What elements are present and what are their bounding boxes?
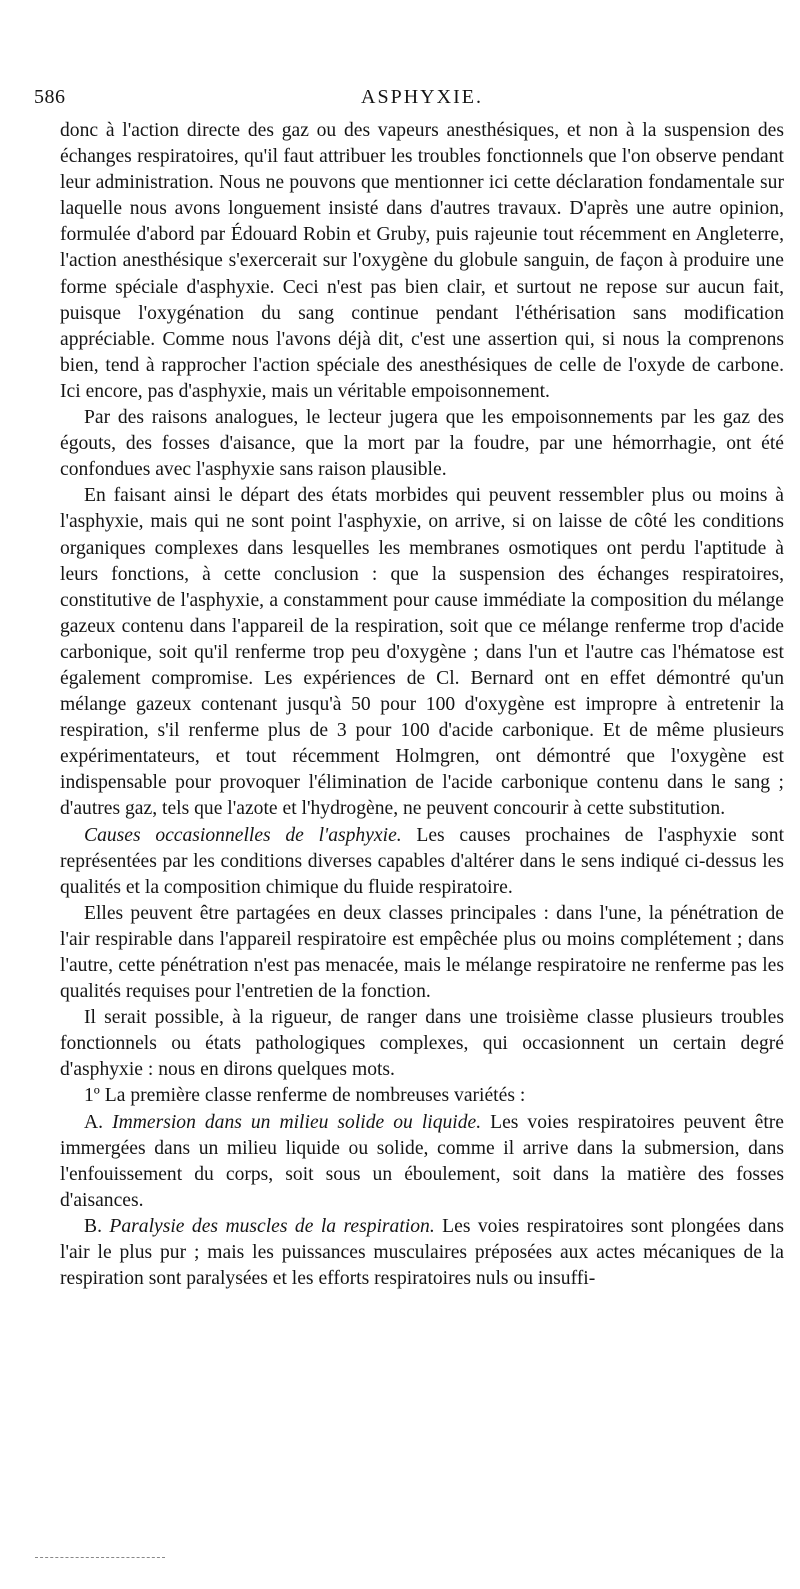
list-label: B.	[84, 1215, 102, 1237]
paragraph-text: Par des raisons analogues, le lecteur jugera que les empoisonnements par les gaz des égouts, des fosses d'aisance, que la mort par la foudre, par une hémorrhagie, ont été confondues avec l'asphyxie sans raison plausible.	[60, 407, 784, 481]
paragraph-text: En faisant ainsi le départ des états morbides qui peuvent ressembler plus ou moins à l'asphyxie, mais qui ne sont point l'asphyxie, on arrive, si on laisse de côté les conditions organiques complexes dans lesquelles les membranes osmotiques ont perdu l'aptitude à leurs fonctions, à cette conclusion : que la suspension des échanges respiratoires, constitutive de l'asphyxie, a constamment pour cause immédiate la composition du mélange gazeux contenu dans l'appareil de la respiration, soit que ce mélange renferme trop d'acide carbonique, soit qu'il renferme trop peu d'oxygène ; dans l'un et l'autre cas l'hématose est également compromise. Les expériences de Cl. Bernard ont en effet démontré qu'un mélange gazeux contenant jusqu'à 50 pour 100 d'oxygène est impropre à entretenir la respiration, s'il renferme plus de 3 pour 100 d'acide carbonique. Et de même plusieurs expérimentateurs, et tout récemment Holmgren, ont démontré que l'oxygène est indispensable pour provoquer l'élimination de l'acide carbonique contenu dans le sang ; d'autres gaz, tels que l'azote et l'hydrogène, ne peuvent concourir à cette substitution.	[60, 485, 784, 820]
paragraph-two-classes	[60, 901, 784, 1005]
book-page	[34, 84, 785, 1292]
paragraph-analogous-reasons	[60, 405, 784, 483]
list-label: A.	[84, 1111, 104, 1133]
paragraph-first-class	[60, 1083, 784, 1109]
running-header	[34, 84, 784, 114]
paragraph-text: Les voies respiratoires peuvent être immergées dans un milieu liquide ou solide, comme il arrive dans la submersion, dans l'enfouissement du corps, soit sous un éboulement, soit dans la matière des fosses d'aisances.	[60, 1111, 784, 1211]
paragraph-text: Les voies respiratoires sont plongées dans l'air le plus pur ; mais les puissances musculaires préposées aux actes mécaniques de la respiration sont paralysées et les efforts respiratoires nuls ou insuffi-	[60, 1215, 784, 1290]
footer-rule	[35, 1557, 165, 1558]
paragraph-continuation	[60, 118, 784, 405]
running-title: ASPHYXIE.	[361, 86, 483, 108]
paragraph-occasional-causes	[60, 823, 784, 901]
paragraph-conclusion	[60, 483, 784, 822]
paragraph-immersion	[60, 1110, 784, 1214]
paragraph-text: Les causes prochaines de l'asphyxie sont représentées par les conditions diverses capables d'altérer dans le sens indiqué ci-dessus les qualités et la composition chimique du fluide respiratoire.	[60, 824, 785, 898]
section-heading: Causes occasionnelles de l'asphyxie.	[84, 824, 402, 846]
paragraph-text: donc à l'action directe des gaz ou des vapeurs anesthésiques, et non à la suspension des échanges respiratoires, qu'il faut attribuer les troubles fonctionnels que l'on observe pendant leur administration. Nous ne pouvons que mentionner ici cette déclaration fondamentale sur laquelle nous avons longuement insisté dans d'autres travaux. D'après une autre opinion, formulée d'abord par Édouard Robin et Gruby, puis rajeunie tout récemment en Angleterre, l'action anesthésique s'exercerait sur l'oxygène du globule sanguin, de façon à produire une forme spéciale d'asphyxie. Ceci n'est pas bien clair, et surtout ne repose sur aucun fait, puisque l'oxygénation du sang continue pendant l'éthérisation sans modification appréciable. Comme nous l'avons déjà dit, c'est une assertion qui, si nous la comprenons bien, tend à rapprocher l'action spéciale des anesthésiques de celle de l'oxyde de carbone. Ici encore, pas d'asphyxie, mais un véritable empoisonnement.	[60, 120, 784, 402]
page-number: 586	[34, 86, 66, 108]
subheading-paralysis: Paralysie des muscles de la respiration.	[109, 1215, 435, 1237]
paragraph-text: 1º La première classe renferme de nombreuses variétés :	[84, 1085, 526, 1107]
paragraph-text: Elles peuvent être partagées en deux classes principales : dans l'une, la pénétration de l'air respirable dans l'appareil respiratoire est empêchée plus ou moins complétement ; dans l'autre, cette pénétration n'est pas menacée, mais le mélange respiratoire ne renferme pas les qualités requises pour l'entretien de la fonction.	[60, 902, 784, 1003]
paragraph-third-class	[60, 1005, 784, 1083]
paragraph-paralysis	[60, 1214, 784, 1292]
subheading-immersion: Immersion dans un milieu solide ou liquide.	[112, 1111, 482, 1133]
paragraph-text: Il serait possible, à la rigueur, de ranger dans une troisième classe plusieurs troubles fonctionnels ou états pathologiques complexes, qui occasionnent un certain degré d'asphyxie : nous en dirons quelques mots.	[60, 1007, 784, 1081]
